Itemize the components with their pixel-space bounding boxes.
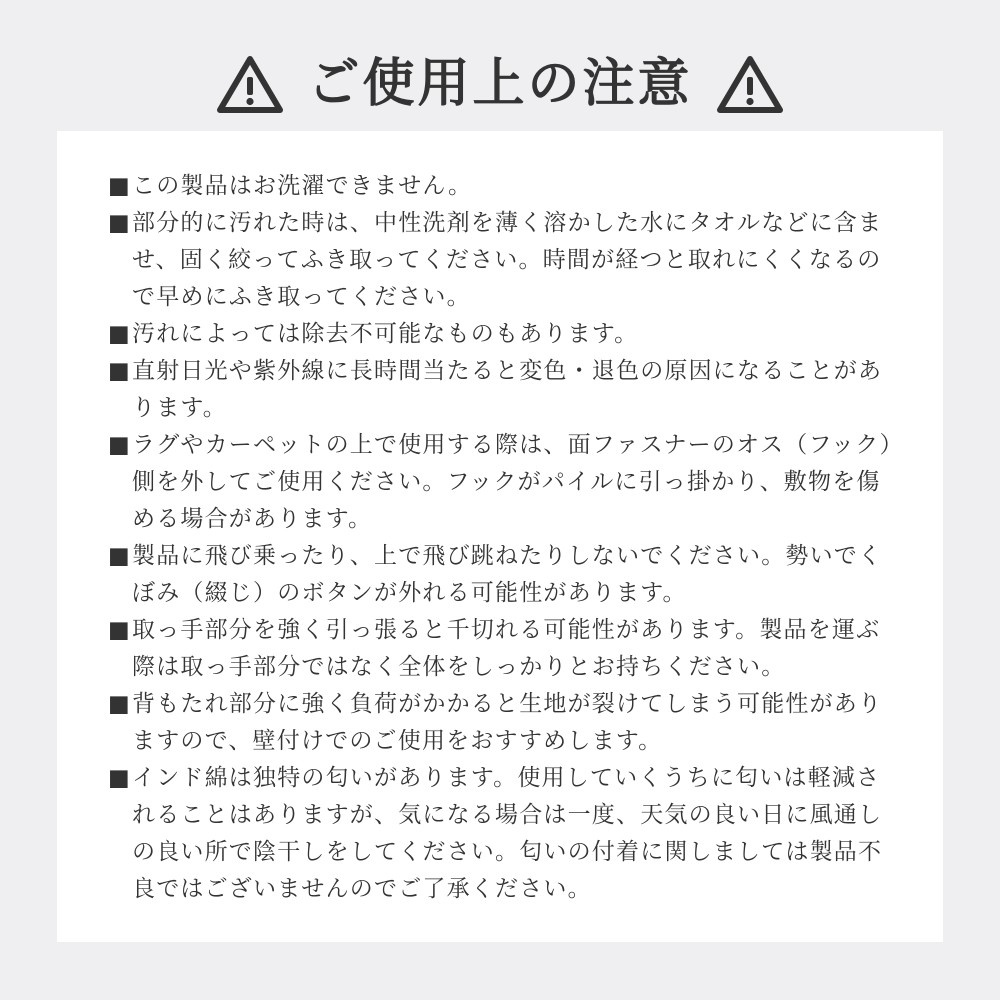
warning-icon [715,53,785,115]
notice-text: インド綿は独特の匂いがあります。使用していくうちに匂いは軽減されることはありますが、気になる場合は一度、天気の良い日に風通しの良い所で陰干しをしてください。匂いの付着に関しましては製品不良ではございませんのでご了承ください。 [132,765,883,902]
bullet-square: ■ [108,210,130,236]
notice-item [108,316,898,353]
notice-item [108,760,898,908]
page-title: ご使用上の注意 [307,54,693,114]
bullet-square: ■ [108,543,130,569]
bullet-square: ■ [108,432,130,458]
notice-item [108,612,898,686]
notice-text: 部分的に汚れた時は、中性洗剤を薄く溶かした水にタオルなどに含ませ、固く絞ってふき取ってください。時間が経つと取れにくくなるので早めにふき取ってください。 [132,210,883,310]
notice-list [108,168,898,908]
notice-item [108,538,898,612]
page-header [0,50,1000,118]
notice-text: この製品はお洗濯できません。 [132,173,473,199]
notice-item [108,205,898,316]
notice-text: 汚れによっては除去不可能なものもあります。 [132,321,639,347]
notice-card [57,131,943,942]
bullet-square: ■ [108,358,130,384]
warning-icon [215,53,285,115]
notice-item [108,353,898,427]
notice-item [108,686,898,760]
bullet-square: ■ [108,173,130,199]
notice-text: 取っ手部分を強く引っ張ると千切れる可能性があります。製品を運ぶ際は取っ手部分ではなく全体をしっかりとお持ちください。 [132,617,881,680]
notice-item [108,427,898,538]
bullet-square: ■ [108,617,130,643]
notice-item [108,168,898,205]
bullet-square: ■ [108,691,130,717]
notice-text: 製品に飛び乗ったり、上で飛び跳ねたりしないでください。勢いでくぼみ（綴じ）のボタンが外れる可能性があります。 [132,543,883,606]
notice-text: 背もたれ部分に強く負荷がかかると生地が裂けてしまう可能性がありますので、壁付けでのご使用をおすすめします。 [132,691,883,754]
notice-text: 直射日光や紫外線に長時間当たると変色・退色の原因になることがあります。 [132,358,883,421]
bullet-square: ■ [108,765,130,791]
bullet-square: ■ [108,321,130,347]
notice-text: ラグやカーペットの上で使用する際は、面ファスナーのオス（フック）側を外してご使用ください。フックがパイルに引っ掛かり、敷物を傷める場合があります。 [132,432,893,532]
